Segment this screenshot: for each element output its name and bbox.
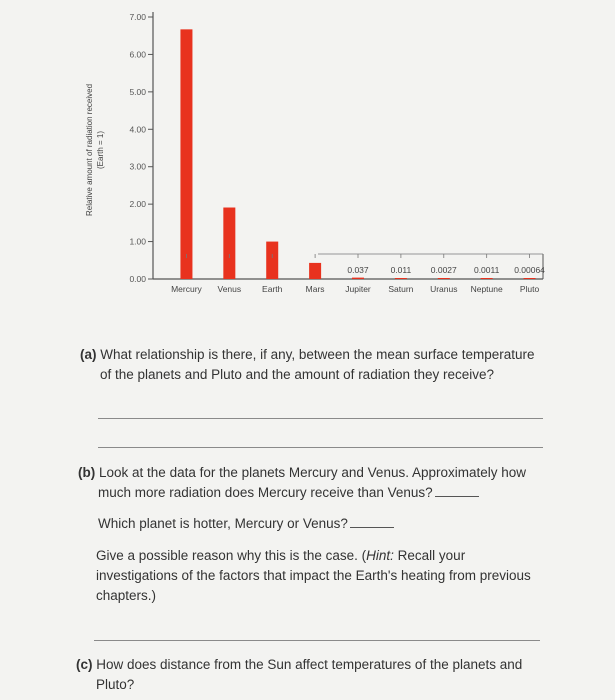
value-label-saturn: 0.011: [390, 265, 412, 275]
y-tick-label-3: 3.00: [129, 161, 146, 172]
answer-blank-b2[interactable]: [350, 527, 394, 528]
question-c-line2: Pluto?: [96, 677, 135, 692]
category-label-pluto: Pluto: [519, 284, 540, 294]
bar-earth: [266, 242, 278, 279]
question-b-line1: Look at the data for the planets Mercury and Venus. Approximately how: [99, 465, 527, 480]
question-b-q3-post: Recall your: [393, 548, 466, 563]
answer-line-a1[interactable]: [98, 418, 543, 419]
answer-line-a2[interactable]: [98, 447, 543, 448]
question-c-line1: How does distance from the Sun affect temperatures of the planets and: [96, 657, 523, 672]
y-axis-title: Relative amount of radiation received: [85, 83, 94, 217]
chart-plot-area: [129, 12, 545, 294]
value-label-uranus: 0.0027: [430, 265, 457, 275]
bar-uranus: [438, 278, 450, 279]
question-b: [78, 463, 526, 503]
answer-line-b3[interactable]: [94, 640, 540, 641]
value-label-neptune: 0.0011: [473, 265, 500, 275]
question-b-part3: [96, 546, 531, 606]
y-tick-label-6: 6.00: [129, 49, 146, 60]
question-a-line2: of the planets and Pluto and the amount of radiation they receive?: [100, 367, 495, 382]
value-label-jupiter: 0.037: [347, 265, 369, 275]
y-tick-label-4: 4.00: [129, 124, 146, 135]
category-label-mercury: Mercury: [171, 284, 202, 294]
question-b-part2: [98, 514, 394, 534]
answer-blank-b1[interactable]: [435, 496, 479, 497]
question-b-q2: Which planet is hotter, Mercury or Venus?: [98, 516, 348, 531]
y-axis-subtitle: (Earth = 1): [96, 130, 105, 170]
question-b-tag: (b): [78, 465, 96, 480]
category-label-uranus: Uranus: [430, 284, 458, 294]
y-tick-label-1: 1.00: [129, 236, 146, 247]
category-label-saturn: Saturn: [388, 284, 414, 294]
question-b-q3-line2: investigations of the factors that impact the Earth's heating from previous: [96, 568, 531, 583]
y-axis-label: [85, 84, 105, 216]
y-tick-label-0: 0.00: [129, 274, 146, 284]
bar-mars: [309, 263, 321, 279]
question-a: [80, 345, 535, 385]
bar-pluto: [524, 278, 536, 279]
question-b-q3-line3: chapters.): [96, 588, 157, 603]
value-label-pluto: 0.00064: [514, 265, 545, 275]
bar-saturn: [395, 278, 407, 279]
category-label-earth: Earth: [262, 284, 283, 294]
question-b-hint: Hint:: [366, 548, 394, 563]
question-c-tag: (c): [76, 657, 93, 672]
question-a-line1: What relationship is there, if any, between the mean surface temperature: [100, 347, 535, 362]
bar-mercury: [180, 29, 192, 279]
y-tick-label-7: 7.00: [129, 12, 146, 22]
y-tick-label-2: 2.00: [129, 199, 146, 210]
question-b-line2: much more radiation does Mercury receive than Venus?: [98, 485, 433, 500]
y-tick-label-5: 5.00: [129, 86, 146, 97]
radiation-bar-chart: [0, 0, 615, 320]
category-label-neptune: Neptune: [470, 284, 503, 294]
question-c: [76, 655, 522, 695]
category-label-venus: Venus: [217, 284, 242, 294]
category-label-mars: Mars: [305, 284, 325, 294]
bar-jupiter: [352, 278, 364, 279]
category-label-jupiter: Jupiter: [345, 284, 371, 294]
question-b-q3-pre: Give a possible reason why this is the case. (: [96, 548, 367, 563]
bar-venus: [223, 208, 235, 279]
bar-neptune: [481, 278, 493, 279]
question-a-tag: (a): [80, 347, 97, 362]
